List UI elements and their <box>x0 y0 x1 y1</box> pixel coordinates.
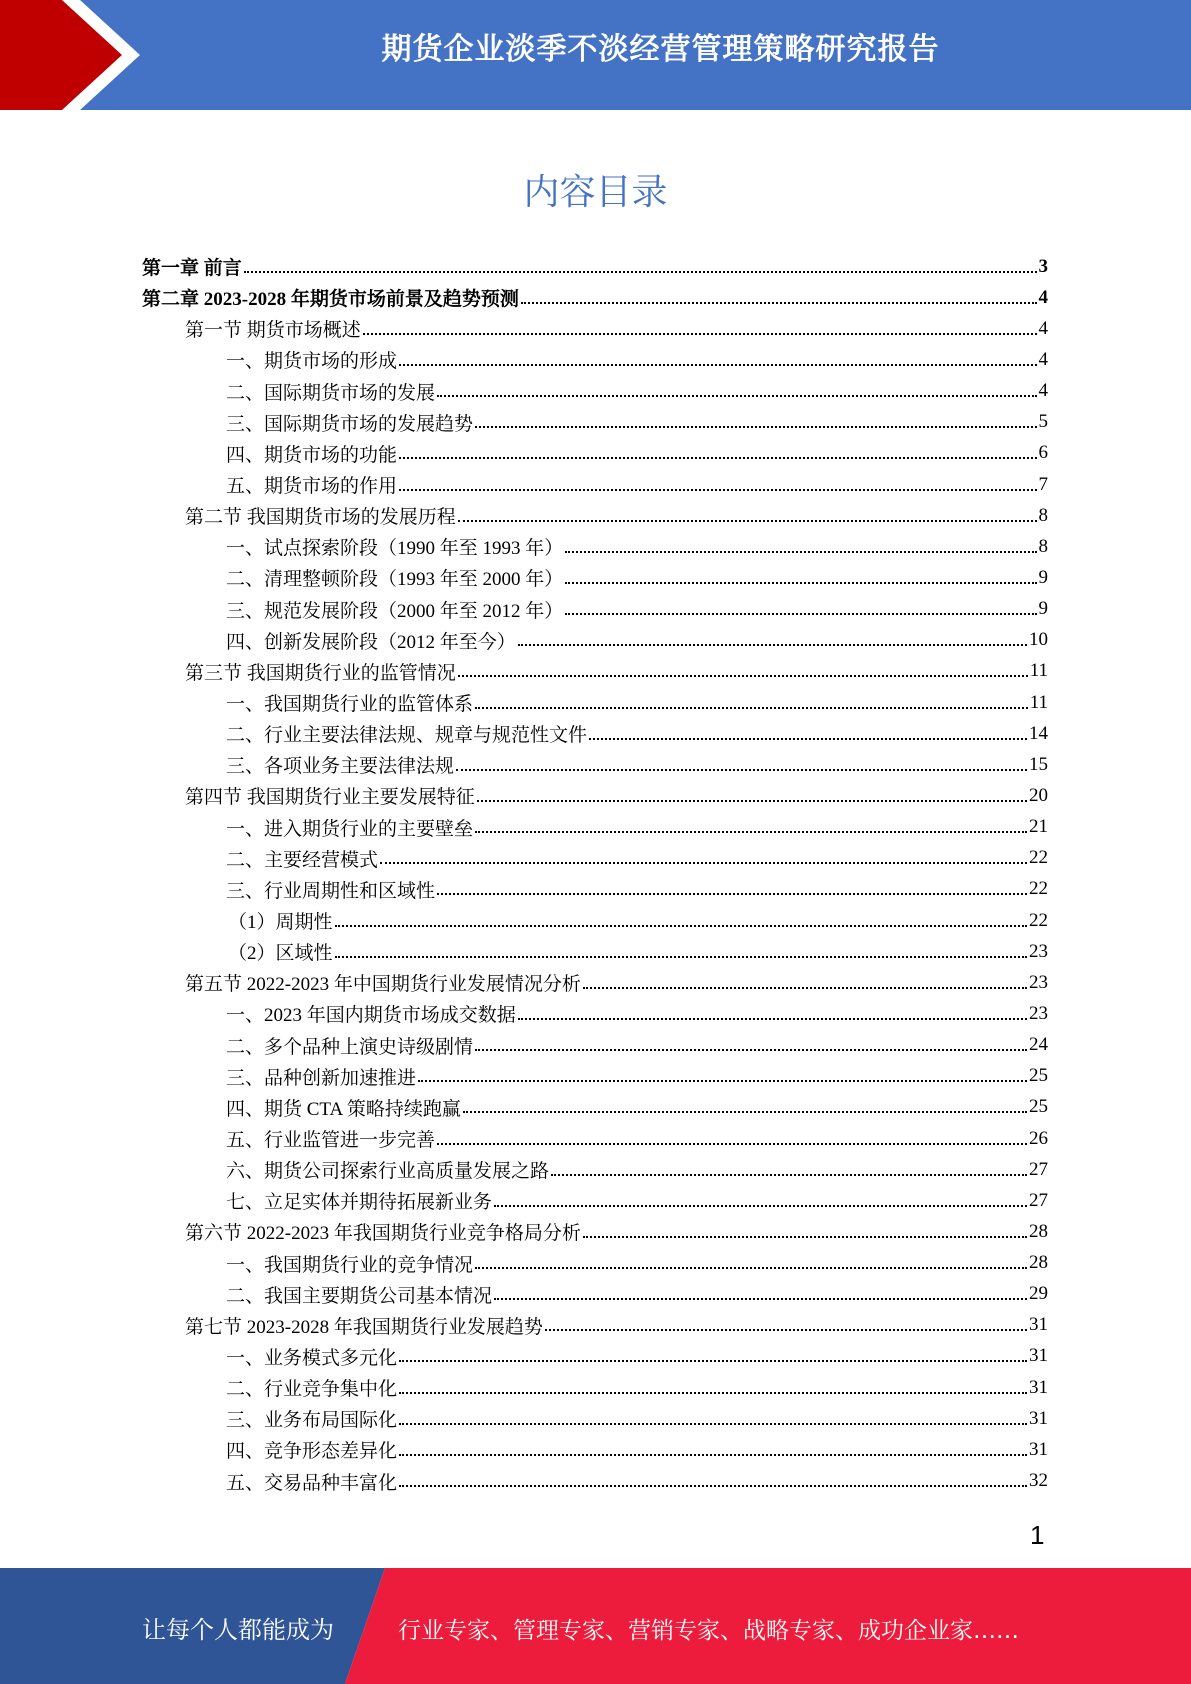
dot-leader <box>583 987 1027 989</box>
toc-entry-page: 4 <box>1038 317 1048 339</box>
dot-leader <box>565 582 1036 584</box>
toc-entry-title: （1）周期性 <box>228 912 333 934</box>
toc-entry-title: 一、期货市场的形成 <box>226 351 398 373</box>
toc-entry-title: 第二章 2023-2028 年期货市场前景及趋势预测 <box>142 289 519 311</box>
toc-entry[interactable] <box>142 1092 1048 1123</box>
toc-entry-page: 4 <box>1038 380 1048 402</box>
dot-leader <box>456 769 1027 771</box>
dot-leader <box>458 520 1037 522</box>
toc-entry-page: 28 <box>1029 1252 1048 1274</box>
toc-entry[interactable] <box>142 905 1048 936</box>
toc-entry-title: 第六节 2022-2023 年我国期货行业竞争格局分析 <box>185 1223 581 1245</box>
toc-entry-page: 22 <box>1029 847 1048 869</box>
toc-entry-title: 一、业务模式多元化 <box>226 1347 398 1369</box>
toc-entry[interactable] <box>142 1061 1048 1092</box>
toc-entry-page: 32 <box>1029 1470 1048 1492</box>
toc-entry[interactable] <box>142 531 1048 562</box>
toc-entry-title: （2）区域性 <box>228 943 333 965</box>
toc-entry-page: 26 <box>1029 1127 1048 1149</box>
dot-leader <box>545 1329 1027 1331</box>
dot-leader <box>518 1018 1027 1020</box>
toc-entry-page: 23 <box>1029 971 1048 993</box>
toc-entry[interactable] <box>142 1434 1048 1465</box>
toc-entry-page: 23 <box>1029 940 1048 962</box>
dot-leader <box>518 644 1027 646</box>
dot-leader <box>399 1454 1027 1456</box>
toc-entry-title: 七、立足实体并期待拓展新业务 <box>226 1192 493 1214</box>
toc-entry[interactable] <box>142 874 1048 905</box>
toc-entry[interactable] <box>142 407 1048 438</box>
toc-entry-title: 四、期货市场的功能 <box>226 444 398 466</box>
toc-entry[interactable] <box>142 1403 1048 1434</box>
toc-entry[interactable] <box>142 376 1048 407</box>
dot-leader <box>475 426 1036 428</box>
toc-entry[interactable] <box>142 562 1048 593</box>
toc-entry[interactable] <box>142 998 1048 1029</box>
dot-leader <box>335 956 1027 958</box>
toc-entry-page: 14 <box>1029 722 1048 744</box>
toc-entry[interactable] <box>142 469 1048 500</box>
toc-entry-title: 二、行业竞争集中化 <box>226 1379 398 1401</box>
toc-entry-page: 31 <box>1029 1407 1048 1429</box>
toc-entry[interactable] <box>142 500 1048 531</box>
toc-entry-title: 一、我国期货行业的竞争情况 <box>226 1254 474 1276</box>
dot-leader <box>335 925 1027 927</box>
toc-entry-page: 4 <box>1038 286 1048 308</box>
toc-entry-title: 五、交易品种丰富化 <box>226 1472 398 1494</box>
toc-entry[interactable] <box>142 1310 1048 1341</box>
toc-entry-title: 一、2023 年国内期货市场成交数据 <box>226 1005 516 1027</box>
toc-entry-title: 二、清理整顿阶段（1993 年至 2000 年） <box>226 569 564 591</box>
toc-entry-title: 三、行业周期性和区域性 <box>226 880 436 902</box>
dot-leader <box>551 1174 1027 1176</box>
dot-leader <box>399 1392 1027 1394</box>
dot-leader <box>437 893 1027 895</box>
toc-entry[interactable] <box>142 344 1048 375</box>
toc-entry-title: 二、行业主要法律法规、规章与规范性文件 <box>226 725 588 747</box>
dot-leader <box>399 457 1036 459</box>
toc-entry-title: 五、期货市场的作用 <box>226 476 398 498</box>
toc-entry[interactable] <box>142 251 1048 282</box>
dot-leader <box>399 1485 1027 1487</box>
toc-entry-page: 31 <box>1029 1314 1048 1336</box>
dot-leader <box>380 862 1027 864</box>
toc-entry-title: 三、规范发展阶段（2000 年至 2012 年） <box>226 600 564 622</box>
toc-entry[interactable] <box>142 313 1048 344</box>
toc-entry[interactable] <box>142 1465 1048 1496</box>
report-title: 期货企业淡季不淡经营管理策略研究报告 <box>381 32 940 67</box>
toc-entry-page: 5 <box>1038 411 1048 433</box>
dot-leader <box>458 675 1028 677</box>
toc-entry[interactable] <box>142 1341 1048 1372</box>
toc-entry-page: 25 <box>1029 1096 1048 1118</box>
toc-entry[interactable] <box>142 749 1048 780</box>
dot-leader <box>475 831 1027 833</box>
table-of-contents <box>142 251 1048 1497</box>
dot-leader <box>477 800 1027 802</box>
dot-leader <box>475 707 1028 709</box>
dot-leader <box>565 613 1036 615</box>
toc-entry-page: 29 <box>1029 1283 1048 1305</box>
dot-leader <box>475 1267 1027 1269</box>
toc-entry-title: 第四节 我国期货行业主要发展特征 <box>185 787 475 809</box>
toc-entry-page: 22 <box>1029 909 1048 931</box>
toc-entry-page: 3 <box>1038 255 1048 277</box>
toc-entry-title: 四、竞争形态差异化 <box>226 1441 398 1463</box>
toc-entry-page: 15 <box>1029 753 1048 775</box>
toc-entry-page: 24 <box>1029 1034 1048 1056</box>
toc-entry-title: 二、国际期货市场的发展 <box>226 382 436 404</box>
page-number: 1 <box>1030 1520 1045 1550</box>
toc-entry[interactable] <box>142 625 1048 656</box>
dot-leader <box>399 364 1036 366</box>
toc-entry-page: 21 <box>1029 816 1048 838</box>
dot-leader <box>494 1205 1027 1207</box>
toc-entry-title: 三、国际期货市场的发展趋势 <box>226 413 474 435</box>
toc-entry-page: 31 <box>1029 1438 1048 1460</box>
toc-entry-page: 31 <box>1029 1345 1048 1367</box>
dot-leader <box>565 551 1036 553</box>
toc-entry-title: 第一章 前言 <box>142 258 242 280</box>
toc-entry-title: 第三节 我国期货行业的监管情况 <box>185 662 456 684</box>
header-band <box>0 0 1191 110</box>
toc-entry-title: 一、我国期货行业的监管体系 <box>226 694 474 716</box>
toc-entry[interactable] <box>142 812 1048 843</box>
dot-leader <box>363 333 1037 335</box>
toc-entry-title: 三、品种创新加速推进 <box>226 1067 417 1089</box>
toc-entry-page: 20 <box>1029 784 1048 806</box>
dot-leader <box>244 271 1037 273</box>
toc-entry[interactable] <box>142 282 1048 313</box>
toc-entry-title: 三、各项业务主要法律法规 <box>226 756 455 778</box>
toc-entry[interactable] <box>142 1216 1048 1247</box>
toc-entry-title: 四、创新发展阶段（2012 年至今） <box>226 631 516 653</box>
toc-entry-page: 11 <box>1029 660 1048 682</box>
dot-leader <box>437 395 1036 397</box>
toc-entry-page: 25 <box>1029 1065 1048 1087</box>
dot-leader <box>521 302 1037 304</box>
toc-entry-page: 10 <box>1029 629 1048 651</box>
toc-entry[interactable] <box>142 1030 1048 1061</box>
toc-entry[interactable] <box>142 1372 1048 1403</box>
toc-entry[interactable] <box>142 718 1048 749</box>
toc-entry-title: 第七节 2023-2028 年我国期货行业发展趋势 <box>185 1316 543 1338</box>
dot-leader <box>437 1143 1027 1145</box>
toc-entry-title: 二、主要经营模式 <box>226 849 379 871</box>
toc-entry[interactable] <box>142 967 1048 998</box>
footer-slogan-left: 让每个人都能成为 <box>142 1616 334 1644</box>
toc-entry-page: 11 <box>1029 691 1048 713</box>
toc-entry[interactable] <box>142 438 1048 469</box>
toc-entry-title: 三、业务布局国际化 <box>226 1410 398 1432</box>
toc-entry-title: 一、进入期货行业的主要壁垒 <box>226 818 474 840</box>
toc-entry-page: 27 <box>1029 1158 1048 1180</box>
toc-entry-page: 22 <box>1029 878 1048 900</box>
toc-entry-page: 8 <box>1038 535 1048 557</box>
toc-entry[interactable] <box>142 843 1048 874</box>
dot-leader <box>463 1111 1027 1113</box>
toc-entry-page: 28 <box>1029 1220 1048 1242</box>
toc-entry-title: 二、我国主要期货公司基本情况 <box>226 1285 493 1307</box>
dot-leader <box>589 738 1027 740</box>
toc-entry-title: 四、期货 CTA 策略持续跑赢 <box>226 1098 461 1120</box>
toc-entry-title: 第一节 期货市场概述 <box>185 320 361 342</box>
toc-entry[interactable] <box>142 780 1048 811</box>
toc-entry-title: 二、多个品种上演史诗级剧情 <box>226 1036 474 1058</box>
toc-entry[interactable] <box>142 1154 1048 1185</box>
toc-entry-title: 五、行业监管进一步完善 <box>226 1130 436 1151</box>
dot-leader <box>494 1298 1027 1300</box>
dot-leader <box>399 489 1036 491</box>
toc-entry-page: 9 <box>1038 566 1048 588</box>
toc-entry[interactable] <box>142 687 1048 718</box>
toc-entry[interactable] <box>142 594 1048 625</box>
toc-entry[interactable] <box>142 656 1048 687</box>
toc-entry-title: 第五节 2022-2023 年中国期货行业发展情况分析 <box>185 974 581 996</box>
toc-entry-page: 4 <box>1038 348 1048 370</box>
toc-entry-title: 第二节 我国期货市场的发展历程 <box>185 507 456 529</box>
dot-leader <box>475 1049 1027 1051</box>
toc-entry-page: 9 <box>1038 598 1048 620</box>
toc-entry[interactable] <box>142 1248 1048 1279</box>
footer-slogan-right: 行业专家、管理专家、营销专家、战略专家、成功企业家…… <box>398 1618 1019 1644</box>
toc-heading: 内容目录 <box>523 172 668 213</box>
toc-entry-title: 六、期货公司探索行业高质量发展之路 <box>226 1161 550 1183</box>
toc-entry-title: 一、试点探索阶段（1990 年至 1993 年） <box>226 538 564 560</box>
toc-entry-page: 6 <box>1038 442 1048 464</box>
toc-entry-page: 8 <box>1038 504 1048 526</box>
dot-leader <box>399 1360 1027 1362</box>
toc-entry-page: 31 <box>1029 1376 1048 1398</box>
toc-entry[interactable] <box>142 936 1048 967</box>
toc-entry[interactable] <box>142 1185 1048 1216</box>
toc-entry-page: 7 <box>1038 473 1048 495</box>
toc-entry[interactable] <box>142 1123 1048 1154</box>
toc-entry-page: 27 <box>1029 1189 1048 1211</box>
toc-entry[interactable] <box>142 1279 1048 1310</box>
toc-entry-page: 23 <box>1029 1002 1048 1024</box>
dot-leader <box>399 1423 1027 1425</box>
dot-leader <box>583 1236 1027 1238</box>
dot-leader <box>418 1080 1027 1082</box>
